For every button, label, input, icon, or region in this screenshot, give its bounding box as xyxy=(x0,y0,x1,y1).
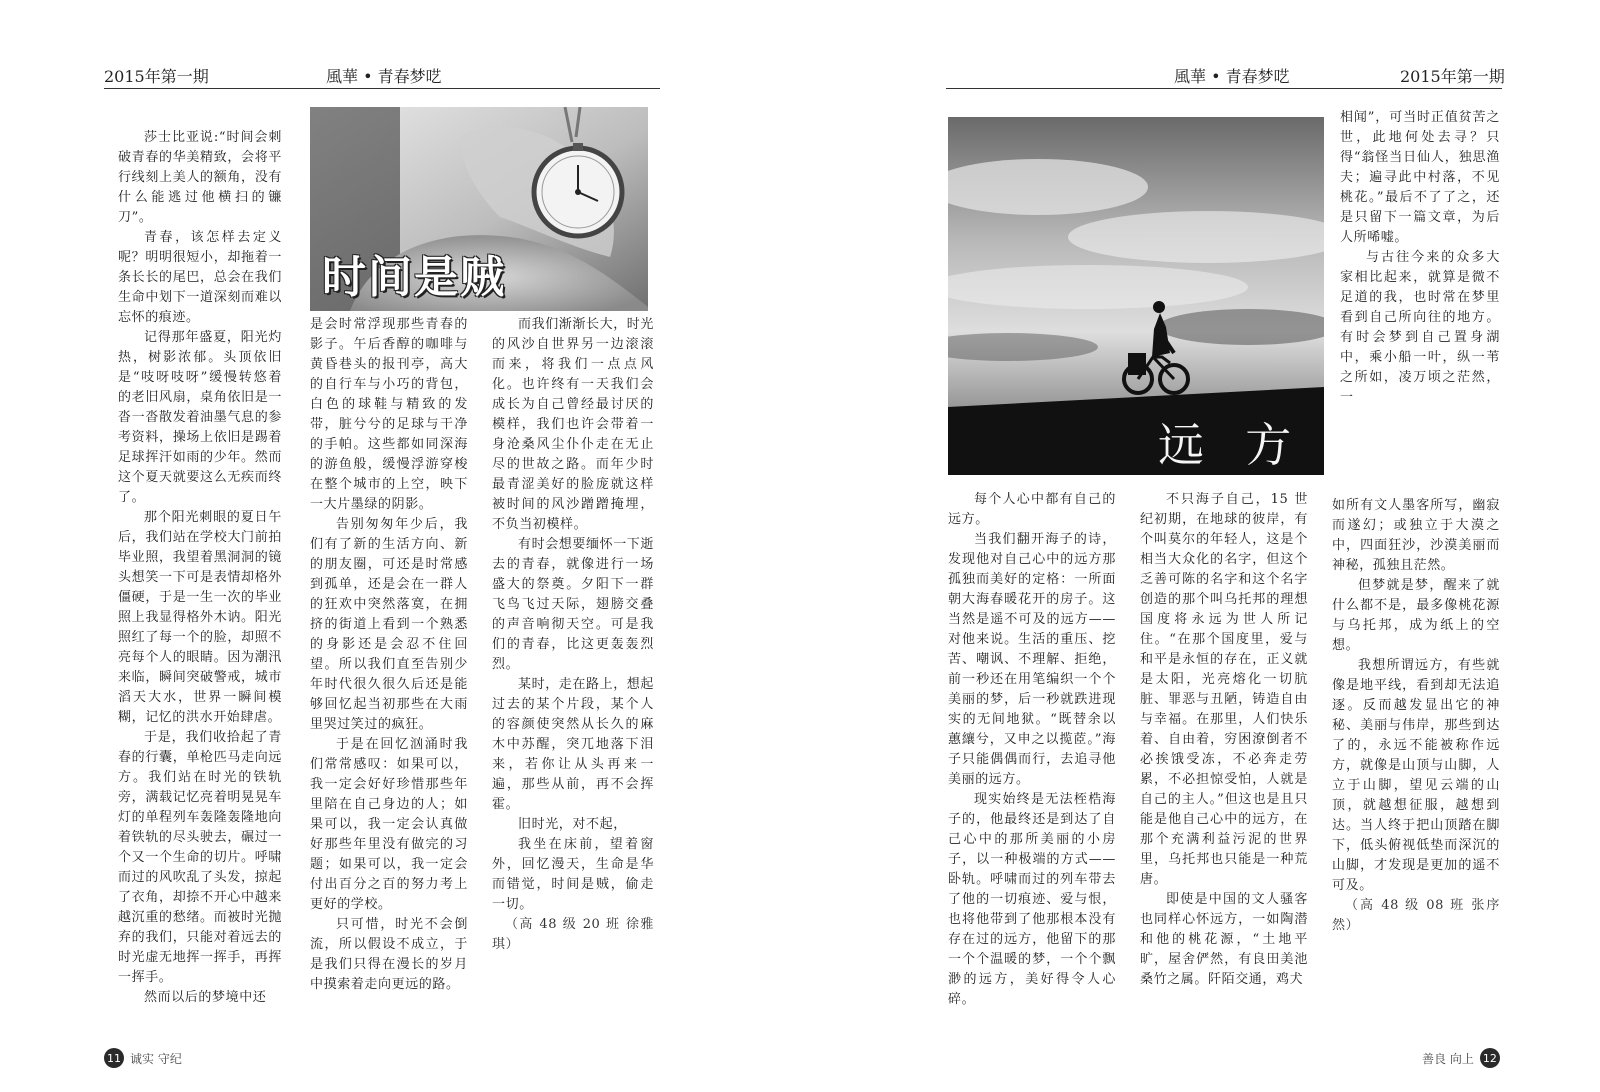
left-header-issue: 2015年第一期 xyxy=(104,67,209,86)
paragraph: 不只海子自己，15 世纪初期，在地球的彼岸，有个叫莫尔的年轻人，这是个相当大众化的名字，但这个乏善可陈的名字和这个名字创造的那个叫乌托邦的理想国度将永远为世人所记住。“在那个国度里，爱与和平是永恒的存在，正义就是太阳，光亮熔化一切肮脏、罪恶与丑陋，铸造自由与幸福。在那里，人们快乐着、自由着，穷困潦倒者不必挨饿受冻，不必奔走劳累，不必担惊受怕，人就是自己的主人。”但这也是且只能是他自己心中的远方，在那个充满利益污泥的世界里，乌托邦也只能是一种荒唐。 xyxy=(1140,492,1308,887)
right-footer xyxy=(1422,1048,1500,1068)
paragraph: 而我们渐渐长大，时光的风沙自世界另一边滚滚而来，将我们一点点风化。也许终有一天我们会成长为自己曾经最讨厌的模样，我们也许会带着一身沧桑风尘仆仆走在无止尽的世故之路。而年少时最青涩美好的脸庞就这样被时间的风沙蹭蹭掩埋，不负当初模样。 xyxy=(492,317,655,532)
paragraph: 于是在回忆汹涌时我们常常感叹：如果可以，我一定会好好珍惜那些年里陪在自己身边的人；如果可以，我一定会认真做好那些年里没有做完的习题；如果可以，我一定会付出百分之百的努力考上更好的学校。 xyxy=(310,737,468,912)
right-article-column-2 xyxy=(1140,490,1308,990)
author-signature: （高 48 级 08 班 张序然） xyxy=(1332,898,1500,933)
right-article-column-3-bottom xyxy=(1332,496,1500,936)
paragraph: 如所有文人墨客所写，幽寂而遂幻；或独立于大漠之中，四面狂沙，沙漠美丽而神秘，孤独且茫然。 xyxy=(1332,498,1500,573)
paragraph: 相闻”，可当时正值贫苦之世，此地何处去寻？只得“翁怪当日仙人，独思渔夫；遍寻此中村落，不见桃花。”最后不了了之，还是只留下一篇文章，为后人所唏嘘。 xyxy=(1340,110,1500,245)
article-title-distance: 远 方 xyxy=(1158,418,1296,472)
right-article-column-1 xyxy=(948,490,1116,1010)
left-article-column-3 xyxy=(492,315,654,955)
paragraph: 有时会想要缅怀一下逝去的青春，就像进行一场盛大的祭奠。夕阳下一群飞鸟飞过天际，翅膀交叠的声音响彻天空。可是我们的青春，比这更轰轰烈烈。 xyxy=(492,537,655,672)
paragraph: 只可惜，时光不会倒流，所以假设不成立，于是我们只得在漫长的岁月中摸索着走向更远的路。 xyxy=(310,917,468,992)
paragraph: 记得那年盛夏，阳光灼热，树影浓郁。头顶依旧是“吱呀吱呀”缓慢转悠着的老旧风扇，桌角依旧是一沓一沓散发着油墨气息的参考资料，操场上依旧是踢着足球挥汗如雨的少年。然而这个夏天就要这么无疾而终了。 xyxy=(118,330,282,505)
paragraph: 旧时光，对不起， xyxy=(518,817,627,832)
page-number: 11 xyxy=(104,1048,124,1068)
paragraph: 是会时常浮现那些青春的影子。午后香醇的咖啡与黄昏巷头的报刊亭，高大的自行车与小巧的背包，白色的球鞋与精致的发带，脏兮兮的足球与干净的手帕。这些都如同深海的游鱼般，缓慢浮游穿梭在整个城市的上空，映下一大片墨绿的阴影。 xyxy=(310,317,468,512)
cyclist-horizon-photo xyxy=(948,117,1324,475)
paragraph: 现实始终是无法桎梏海子的，他最终还是到达了自己心中的那所美丽的小房子，以一种极端的方式——卧轨。呼啸而过的列车带去了他的一切痕迹、爱与恨，也将他带到了他那根本没有存在过的远方，他留下的那一个个温暖的梦，一个个飘渺的远方，美好得令人心碎。 xyxy=(948,792,1116,1007)
right-header-rule xyxy=(946,88,1502,89)
paragraph: 于是，我们收拾起了青春的行囊，单枪匹马走向远方。我们站在时光的铁轨旁，满载记忆亮着明晃晃车灯的单程列车轰隆轰隆地向着铁轨的尽头驶去，碾过一个又一个生命的切片。呼啸而过的风吹乱了头发，掠起了衣角，却捺不开心中越来越沉重的愁绪。而被时光抛弃的我们，只能对着远去的时光虚无地挥一挥手，再挥一挥手。 xyxy=(118,730,282,985)
paragraph: 某时，走在路上，想起过去的某个片段，某个人的容颜使突然从长久的麻木中苏醒，突兀地落下泪来，若你让从头再来一遍，那些从前，再不会挥霍。 xyxy=(492,677,655,812)
paragraph: 我想所谓远方，有些就像是地平线，看到却无法追逐。反而越发显出它的神秘、美丽与伟岸，那些到达了的，永远不能被称作远方，就像是山顶与山脚，人立于山脚，望见云端的山顶，就越想征服，越想到达。当人终于把山顶踏在脚下，低头俯视低垫而深沉的山脚，才发现是更加的遥不可及。 xyxy=(1332,658,1500,893)
paragraph: 青春，该怎样去定义呢？明明很短小，却拖着一条长长的尾巴，总会在我们生命中划下一道深刻而难以忘怀的痕迹。 xyxy=(118,230,282,325)
left-header-rule xyxy=(104,88,660,89)
author-signature: （高 48 级 20 班 徐雅琪） xyxy=(492,917,654,952)
left-article-column-2 xyxy=(310,315,468,995)
paragraph: 当我们翻开海子的诗，发现他对自己心中的远方那孤独而美好的定格：一所面朝大海春暖花开的房子。这当然是遥不可及的远方——对他来说。生活的重压、挖苦、嘲讽、不理解、拒绝，前一秒还在用笔编织一个个美丽的梦，后一秒就跌进现实的无间地狱。“既替余以蕙纕兮，又申之以揽茝。”海子只能偶偶而行，去追寻他美丽的远方。 xyxy=(948,532,1116,787)
footer-motto: 善良 向上 xyxy=(1422,1051,1474,1066)
paragraph: 那个阳光刺眼的夏日午后，我们站在学校大门前拍毕业照，我望着黑洞洞的镜头想笑一下可是表情却格外僵硬，于是一生一次的毕业照上我显得格外木讷。阳光照红了每一个的脸，却照不亮每个人的眼睛。因为潮汛来临，瞬间突破警戒，城市滔天大水，世界一瞬间模糊，记忆的洪水开始肆虐。 xyxy=(118,510,282,725)
right-header-issue: 2015年第一期 xyxy=(1400,67,1505,86)
footer-motto: 诚实 守纪 xyxy=(130,1051,182,1066)
page-number: 12 xyxy=(1480,1048,1500,1068)
article-title-time-thief: 时间是贼 xyxy=(322,252,506,303)
paragraph: 莎士比亚说:“时间会刺破青春的华美精致，会将平行线刻上美人的额角，没有什么能逃过他横扫的镰刀”。 xyxy=(118,130,282,225)
paragraph: 我坐在床前，望着窗外，回忆漫天，生命是华而错觉，时间是贼，偷走一切。 xyxy=(492,837,654,912)
right-article-column-3-top xyxy=(1340,108,1500,408)
paragraph: 与古往今来的众多大家相比起来，就算是微不足道的我，也时常在梦里看到自己所向往的地方。有时会梦到自己置身湖中，乘小船一叶，纵一苇之所如，凌万顷之茫然，一 xyxy=(1340,250,1500,405)
right-header-column: 風華 • 青春梦呓 xyxy=(1174,67,1290,86)
paragraph: 每个人心中都有自己的远方。 xyxy=(948,492,1116,527)
left-header-column: 風華 • 青春梦呓 xyxy=(326,67,442,86)
pocket-watch-photo xyxy=(310,107,648,311)
left-footer xyxy=(104,1048,182,1068)
paragraph: 但梦就是梦，醒来了就什么都不是，最多像桃花源与乌托邦，成为纸上的空想。 xyxy=(1332,578,1500,653)
left-article-column-1 xyxy=(118,128,282,1008)
paragraph: 然而以后的梦境中还 xyxy=(144,990,267,1005)
paragraph: 即使是中国的文人骚客也同样心怀远方，一如陶潜和他的桃花源，“土地平旷，屋舍俨然，有良田美池桑竹之属。阡陌交通，鸡犬 xyxy=(1140,892,1308,987)
paragraph: 告别匆匆年少后，我们有了新的生活方向、新的朋友圈，可还是时常感到孤单，还是会在一群人的狂欢中突然落寞，在拥挤的街道上看到一个熟悉的身影还是会忍不住回望。所以我们直至告别少年时代很久很久后还是能够回忆起当初那些在大雨里哭过笑过的疯狂。 xyxy=(310,517,468,732)
